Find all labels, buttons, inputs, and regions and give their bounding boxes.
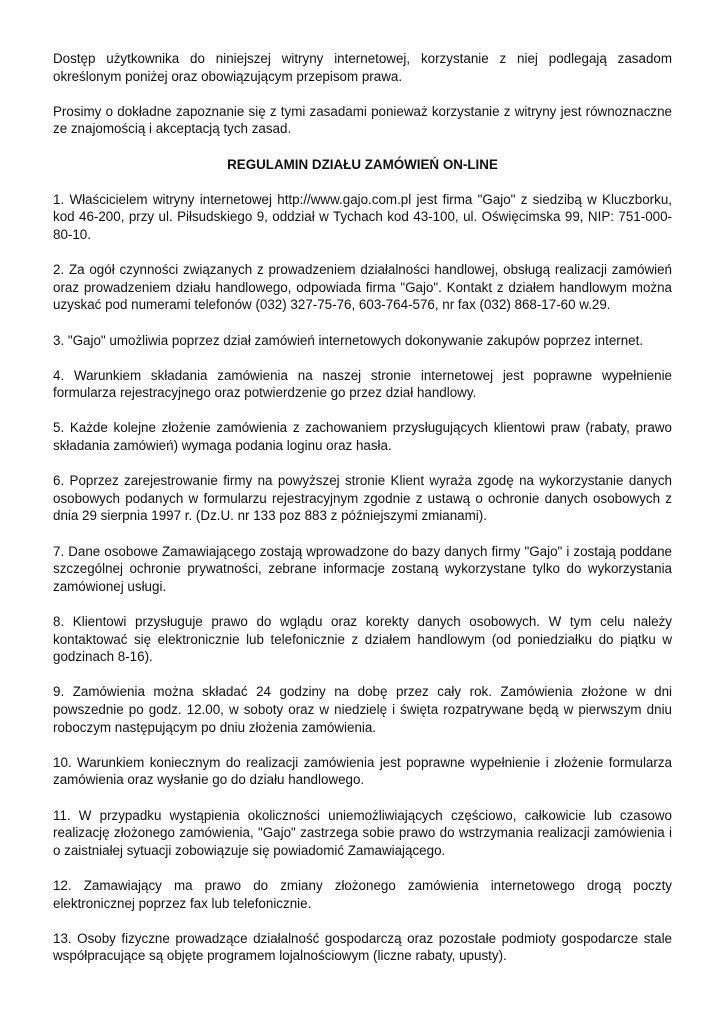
clause-11: 11. W przypadku wystąpienia okoliczności uniemożliwiających częściowo, całkowicie lub czasowo realizację złożonego zamówienia, "Gajo" zastrzega sobie prawo do wstrzymania realizacji zamówienia i o zaistniałej sytuacji zobowiązuje się powiadomić Zamawiającego.	[53, 807, 672, 858]
clause-7: 7. Dane osobowe Zamawiającego zostają wprowadzone do bazy danych firmy "Gajo" i zostają poddane szczególnej ochronie prywatności, zebrane informacje zostaną wykorzystane tylko do wykorzystania zamówionej usługi.	[53, 543, 672, 594]
clause-4: 4. Warunkiem składania zamówienia na naszej stronie internetowej jest poprawne wypełnienie formularza rejestracyjnego oraz potwierdzenie go przez dział handlowy.	[53, 367, 672, 401]
clause-12: 12. Zamawiający ma prawo do zmiany złożonego zamówienia internetowego drogą poczty elektronicznej poprzez fax lub telefonicznie.	[53, 877, 672, 911]
clause-1: 1. Właścicielem witryny internetowej http://www.gajo.com.pl jest firma "Gajo" z siedzibą w Kluczborku, kod 46-200, przy ul. Piłsudskiego 9, oddział w Tychach kod 43-100, ul. Oświęcimska 99, NIP: 751-000-80-10.	[53, 191, 672, 242]
clause-10: 10. Warunkiem koniecznym do realizacji zamówienia jest poprawne wypełnienie i złożenie formularza zamówienia oraz wysłanie go do działu handlowego.	[53, 754, 672, 788]
clause-5: 5. Każde kolejne złożenie zamówienia z zachowaniem przysługujących klientowi praw (rabaty, prawo składania zamówień) wymaga podania loginu oraz hasła.	[53, 420, 672, 454]
document-page	[53, 50, 672, 982]
clause-2: 2. Za ogół czynności związanych z prowadzeniem działalności handlowej, obsługą realizacji zamówień oraz prowadzeniem działu handlowego, odpowiada firma "Gajo". Kontakt z działem handlowym można uzyskać pod numerami telefonów (032) 327-75-76, 603-764-576, nr fax (032) 868-17-60 w.29.	[53, 262, 672, 313]
intro-paragraph-2: Prosimy o dokładne zapoznanie się z tymi zasadami ponieważ korzystanie z witryny jest równoznaczne ze znajomością i akceptacją tych zasad.	[53, 103, 672, 137]
clause-9: 9. Zamówienia można składać 24 godziny na dobę przez cały rok. Zamówienia złożone w dni powszednie po godz. 12.00, w soboty oraz w niedzielę i święta rozpatrywane będą w pierwszym dniu roboczym następującym po dniu złożenia zamówienia.	[53, 684, 672, 735]
clause-13: 13. Osoby fizyczne prowadzące działalność gospodarczą oraz pozostałe podmioty gospodarcze stale współpracujące są objęte programem lojalnościowym (liczne rabaty, upusty).	[53, 930, 672, 964]
clause-3: 3. "Gajo" umożliwia poprzez dział zamówień internetowych dokonywanie zakupów poprzez internet.	[53, 332, 644, 348]
intro-paragraph-1: Dostęp użytkownika do niniejszej witryny internetowej, korzystanie z niej podlegają zasadom określonym poniżej oraz obowiązującym przepisom prawa.	[53, 51, 672, 84]
document-title: REGULAMIN DZIAŁU ZAMÓWIEŃ ON-LINE	[227, 156, 498, 172]
clause-6: 6. Poprzez zarejestrowanie firmy na powyższej stronie Klient wyraża zgodę na wykorzystanie danych osobowych podanych w formularzu rejestracyjnym zgodnie z ustawą o ochronie danych osobowych z dnia 29 sierpnia 1997 r. (Dz.U. nr 133 poz 883 z późniejszymi zmianami).	[53, 473, 672, 524]
clause-8: 8. Klientowi przysługuje prawo do wglądu oraz korekty danych osobowych. W tym celu należy kontaktować się elektronicznie lub telefonicznie z działem handlowym (od poniedziałku do piątku w godzinach 8-16).	[53, 614, 672, 665]
